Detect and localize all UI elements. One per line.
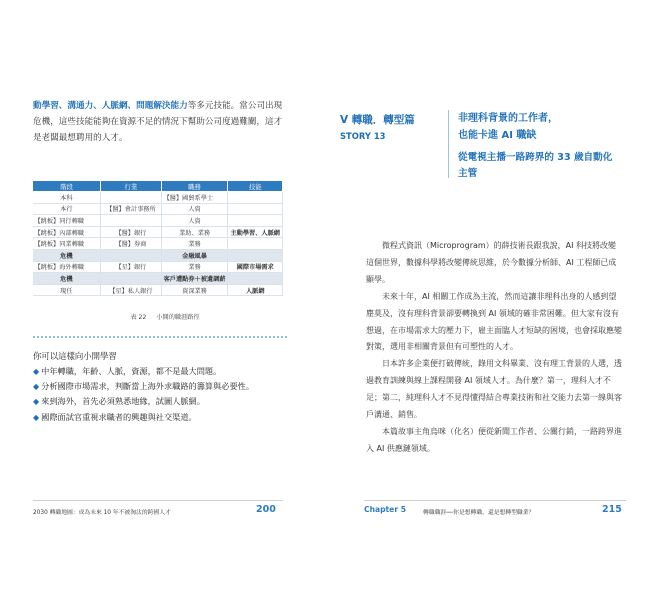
table-cell: 本行 [33,203,101,215]
table-cell: 人資 [161,215,228,227]
diamond-bullet-icon: ◆ [33,367,40,376]
table-cell [228,249,283,261]
table-cell: 【星】私人銀行 [101,284,161,296]
footer-chapter-title: 轉職職涯──你是想轉職，還是想轉型職業？ [423,510,535,516]
table-cell: 現任 [33,284,101,296]
list-item [33,410,254,425]
intro-text: 等多元技能。當公司出現危機，這些技能能夠在資源不足的情況下幫助公司度過難關，這才是老闆最想聘用的人才。 [33,101,283,143]
table-cell: 客戶遭點券＋被遺調薪 [161,273,228,285]
table-row-crisis [33,249,283,261]
table-cell: 【跳板】同業轉職 [33,238,101,250]
table-cell: 本科 [33,192,101,204]
table-caption [0,312,320,321]
page-number: 215 [602,504,622,515]
intro-highlight: 動學習、溝通力、人脈網、問題解決能力 [33,101,188,111]
diamond-bullet-icon: ◆ [33,412,40,422]
table-cell [101,215,161,227]
paragraph: 日本許多企業便打破傳統，錄用文科畢業、沒有理工背景的人選，透過教育訓練與線上課程開發 AI 領域人才。為什麼？第一，理科人才不足；第二，純理科人才不見得懂得結合專業技術和社交能力去第一線與客戶溝通、銷售。 [366,359,622,420]
table-header: 技能 [228,181,283,192]
table-cell: 人資 [161,203,228,215]
table-cell [228,238,283,250]
subhead-line: 主管 [458,168,478,179]
table-cell: 危機 [33,273,101,285]
footer-rule [364,500,626,501]
diamond-bullet-icon: ◆ [33,382,40,392]
career-path-table [32,180,283,296]
table-cell: 金融風暴 [161,249,228,261]
headline-line: 也能卡進 AI 職缺 [458,130,537,141]
footer-rule [33,500,283,501]
table-row [33,192,283,204]
table-cell [228,203,283,215]
table-row [33,203,283,215]
paragraph: 本篇故事主角烏咪（化名）便從新聞工作者、公關行銷，一路跨界進入 AI 供應鏈領域。 [366,426,622,453]
table-cell: 【跳板】同行轉職 [33,215,101,227]
story-subhead [458,150,612,182]
list-item [33,394,254,409]
headline-line: 非理科背景的工作者， [458,113,558,124]
table-cell: 【跳板】內部轉職 [33,226,101,238]
table-row [33,226,283,238]
footer-book-title: 2030 轉職地圖：成為未來 10 年不被淘汰的跨國人才 [33,510,171,516]
table-cell: 【醫】券商 [101,238,161,250]
list-item [33,379,254,394]
table-cell: 【醫】銀行 [101,226,161,238]
table-header: 行業 [101,181,161,192]
table-cell [101,273,161,285]
table-row-crisis [33,273,283,285]
tips-list [33,364,254,425]
table-cell [101,192,161,204]
tip-text: 中年轉職，年齡、人脈，資源，都不是最大問題。 [41,366,222,376]
page-number: 200 [256,504,276,515]
tip-text: 分析國際市場需求，判斷當上海外求職路的籌算與必要性。 [41,381,255,392]
tip-text: 國際面試官重視求職者的興趣與社交渠道。 [41,411,197,422]
table-header: 職務 [161,181,228,192]
table-header: 階段 [33,181,101,192]
table-row [33,238,283,250]
table-cell [228,273,283,285]
story-body [366,238,624,458]
table-cell: 國際市場需求 [228,261,283,273]
table-cell: 【星】銀行 [101,261,161,273]
caption-number: 表 22 [130,314,147,321]
table-cell [101,249,161,261]
table-cell: 【跳板】海外轉職 [33,261,101,273]
table-cell: 【醫】會計事務所 [101,203,161,215]
table-cell: 危機 [33,249,101,261]
tip-text: 來到海外，首先必須熟悉地緣，試圖人脈網。 [41,396,205,407]
paragraph: 未來十年，AI 相關工作成為主流，然而這讓非理科出身的人感到望塵莫及，沒有理科背景卻要轉換到 AI 領域的確非常困難。但大家有沒有想過，在市場需求大的壓力下，雇主面臨人才短缺的困境，也會採取應變對策，選用非相關背景但有可塑性的人才。 [366,291,622,352]
table-cell [228,192,283,204]
table-row [33,261,283,273]
paragraph: 微程式資訊（Microprogram）的薛技術長跟我說，AI 科技將改變這個世界，數據科學將改變傳統思維，於今數據分析師、AI 工程師已成顯學。 [366,241,617,284]
story-label: STORY 13 [340,131,386,141]
list-item [33,364,254,379]
story-headline [458,110,558,144]
table-cell: 業務 [161,238,228,250]
left-page [0,0,320,609]
table-header-row [33,181,283,192]
heading-divider [448,110,449,178]
table-cell: 主動學習、人脈網 [228,226,283,238]
table-cell: 人脈網 [228,284,283,296]
tips-title: 你可以這樣向小開學習 [33,351,117,361]
caption-text: 小開的職涯路徑 [156,314,200,321]
table-cell [228,215,283,227]
section-label: V 轉職．轉型篇 [340,114,415,126]
subhead-line: 從電視主播一路跨界的 33 歲自動化 [458,152,613,163]
table-cell: 業助、業務 [161,226,228,238]
intro-paragraph [33,98,283,146]
table-cell: 資深業務 [161,284,228,296]
table-cell: 業務 [161,261,228,273]
right-page [330,0,650,609]
diamond-bullet-icon: ◆ [33,397,40,407]
footer-chapter: Chapter 5 [364,505,406,514]
table-row [33,284,283,296]
table-row [33,215,283,227]
table-cell: 【醫】國貿系學士 [161,192,228,204]
dotted-divider [32,336,287,338]
